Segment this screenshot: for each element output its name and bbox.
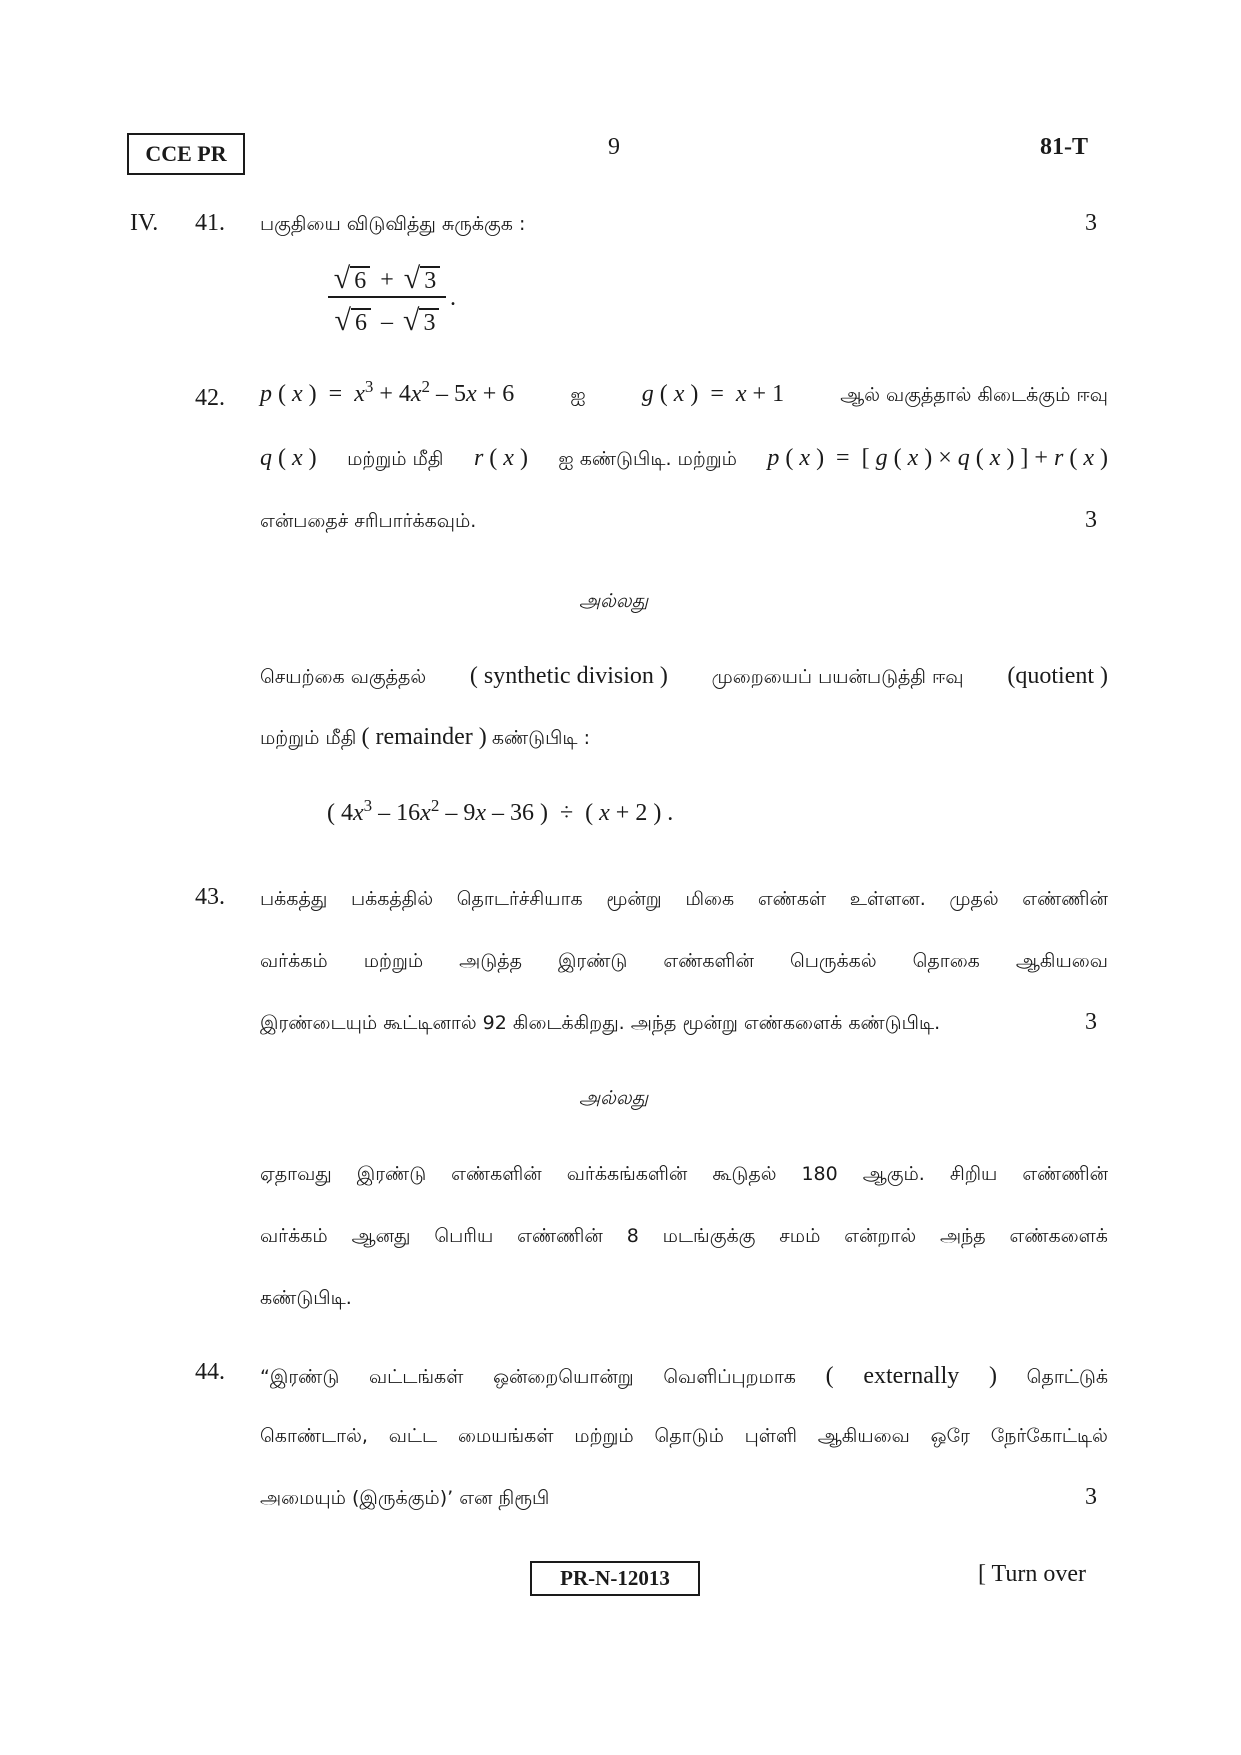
q42-line1-tail-1: ஐ (570, 384, 586, 406)
paper-code-box: CCE PR (127, 133, 245, 175)
q44-l2-w9: நேர்கோட்டில் (990, 1425, 1108, 1447)
q43-line-2 (260, 950, 1108, 975)
q43-a1-w5: கூடுதல் (712, 1163, 777, 1185)
q42-alt-1b: ( synthetic division ) (469, 663, 668, 689)
q43-w9: எண்ணின் (1022, 888, 1108, 910)
q43-a1-w1: ஏதாவது (260, 1163, 332, 1185)
q43-a2-w1: வர்க்கம் (260, 1225, 328, 1247)
q42-alt-line-2 (260, 724, 590, 752)
q43-a1-w7: ஆகும். (862, 1163, 925, 1185)
q43-a1-w3: எண்களின் (451, 1163, 542, 1185)
q41-text: பகுதியை விடுவித்து சுருக்குக : (260, 213, 526, 235)
q43-a1-w8: சிறிய (949, 1163, 998, 1185)
q43-alt-line-1 (260, 1163, 1108, 1188)
q43-w5: மிகை (685, 888, 735, 910)
turn-over-label: [ Turn over (978, 1561, 1087, 1587)
q43-w2: பக்கத்தில் (350, 888, 434, 910)
q41-marks: 3 (1085, 210, 1097, 236)
page-number: 9 (608, 134, 620, 160)
q44-l1-w4: வெளிப்புறமாக (663, 1366, 796, 1388)
q44-l1-w3: ஒன்றையொன்று (493, 1366, 634, 1388)
q44-l2-w1: கொண்டால், (260, 1425, 368, 1447)
q44-l1-externally: externally (863, 1363, 960, 1389)
q44-l2-w6: புள்ளி (744, 1425, 797, 1447)
q44-number: 44. (195, 1359, 225, 1385)
q42-line-2 (260, 445, 1108, 473)
q43-a2-w6: மடங்குக்கு (662, 1225, 756, 1247)
q44-l2-w2: வட்ட (388, 1425, 438, 1447)
q43-w1: பக்கத்து (260, 888, 328, 910)
q43-a1-w4: வர்க்கங்களின் (566, 1163, 688, 1185)
q42-g-of-x: g ( x ) = x + 1 (641, 381, 785, 407)
q41-num-radicand-2: 3 (420, 266, 440, 294)
q43-a1-w2: இரண்டு (356, 1163, 427, 1185)
q41-period: . (450, 285, 456, 311)
q42-alt-2b: ( remainder ) (361, 724, 487, 750)
q43-alt-line-2 (260, 1225, 1108, 1250)
q43-a2-w2: ஆனது (351, 1225, 411, 1247)
subject-code: 81-T (1040, 134, 1088, 160)
q41-den-radicand-2: 3 (419, 308, 439, 336)
q42-alt-line-1 (260, 663, 1108, 691)
q43-a2-w10: எண்களைக் (1009, 1225, 1108, 1247)
fraction-bar (328, 296, 446, 298)
q44-l2-w3: மையங்கள் (457, 1425, 554, 1447)
q41-fraction: √ 6 + √ 3 √ 6 – √ 3 (328, 258, 446, 336)
q44-l1-w1: “இரண்டு (260, 1366, 340, 1388)
q43-w6: எண்கள் (757, 888, 827, 910)
q43-w8: முதல் (949, 888, 999, 910)
q42-r-of-x: r ( x ) (473, 445, 528, 471)
q44-l2-w7: ஆகியவை (817, 1425, 910, 1447)
q43-w3: தொடர்ச்சியாக (456, 888, 583, 910)
q42-alt-1a: செயற்கை வகுத்தல் (260, 666, 427, 688)
q43-a1-w6: 180 (801, 1163, 838, 1185)
q41-den-radicand-1: 6 (351, 308, 371, 336)
q44-l2-w4: மற்றும் (574, 1425, 634, 1447)
q43-a2-w4: எண்ணின் (517, 1225, 603, 1247)
q41-num-radicand-1: 6 (350, 266, 370, 294)
q42-alt-2a: மற்றும் மீதி (260, 727, 357, 749)
q44-marks: 3 (1085, 1484, 1097, 1510)
q43-l2-w6: பெருக்கல் (789, 950, 877, 972)
q43-a2-w3: பெரிய (434, 1225, 494, 1247)
q44-line-2 (260, 1425, 1108, 1450)
q44-l2-w8: ஒரே (930, 1425, 970, 1447)
q42-alt-1d: (quotient ) (1007, 663, 1108, 689)
q42-verify-expression: p ( x ) = [ g ( x ) × q ( x ) ] + r ( x ) (767, 445, 1108, 471)
q43-line-3: இரண்டையும் கூட்டினால் 92 கிடைக்கிறது. அந்த மூன்று எண்களைக் கண்டுபிடி. (260, 1012, 941, 1034)
q43-l2-w2: மற்றும் (363, 950, 424, 972)
q43-w7: உள்ளன. (849, 888, 926, 910)
q43-a2-w5: 8 (626, 1225, 639, 1247)
q42-line2-b: ஐ கண்டுபிடி. மற்றும் (558, 448, 737, 470)
q42-line1-tail-2: ஆல் வகுத்தால் கிடைக்கும் ஈவு (840, 384, 1108, 406)
section-roman: IV. (130, 210, 159, 236)
q41-number: 41. (195, 210, 225, 236)
q43-number: 43. (195, 884, 225, 910)
q44-l1-w8: தொட்டுக் (1026, 1366, 1108, 1388)
q43-l2-w7: தொகை (912, 950, 980, 972)
q42-division-expression: ( $4x^3 - 16x^2 - 9x - 36$ ) ÷ ( x + 2 ) . (327, 796, 674, 826)
q43-w4: மூன்று (606, 888, 662, 910)
q44-l1-w2: வட்டங்கள் (368, 1366, 464, 1388)
q43-a2-w9: அந்த (939, 1225, 986, 1247)
q43-or: அல்லது (579, 1087, 649, 1109)
q42-q-of-x: q ( x ) (260, 445, 317, 471)
q42-or: அல்லது (579, 590, 649, 612)
q44-line-3: அமையும் (இருக்கும்)’ என நிரூபி (260, 1487, 550, 1509)
q43-a2-w8: என்றால் (844, 1225, 917, 1247)
q43-marks: 3 (1085, 1009, 1097, 1035)
q43-l2-w1: வர்க்கம் (260, 950, 328, 972)
q43-a1-w9: எண்ணின் (1022, 1163, 1108, 1185)
q43-l2-w8: ஆகியவை (1015, 950, 1108, 972)
q44-l1-paren-open: ( (825, 1363, 834, 1389)
q42-line2-a: மற்றும் மீதி (347, 448, 444, 470)
q41-den-operator: – (381, 309, 393, 335)
q41-num-operator: + (380, 267, 394, 293)
q43-alt-line-3: கண்டுபிடி. (260, 1287, 352, 1309)
q42-line-1 (260, 377, 1108, 409)
q43-l2-w4: இரண்டு (557, 950, 628, 972)
q42-line-3: என்பதைச் சரிபார்க்கவும். (260, 510, 477, 532)
q43-a2-w7: சமம் (779, 1225, 821, 1247)
q42-p-of-x: p ( x ) = $x^3 + 4x^2 - 5x + 6$ (260, 377, 515, 407)
q44-l1-paren-close: ) (988, 1363, 997, 1389)
q43-l2-w5: எண்களின் (663, 950, 754, 972)
q42-number: 42. (195, 385, 225, 411)
q43-l2-w3: அடுத்த (459, 950, 522, 972)
q42-alt-2c: கண்டுபிடி : (491, 727, 590, 749)
q42-marks: 3 (1085, 507, 1097, 533)
q44-line-1 (260, 1363, 1108, 1391)
q43-line-1 (260, 888, 1108, 913)
q44-l2-w5: தொடும் (654, 1425, 724, 1447)
footer-code-box: PR-N-12013 (530, 1561, 700, 1596)
q42-alt-1c: முறையைப் பயன்படுத்தி ஈவு (711, 666, 964, 688)
